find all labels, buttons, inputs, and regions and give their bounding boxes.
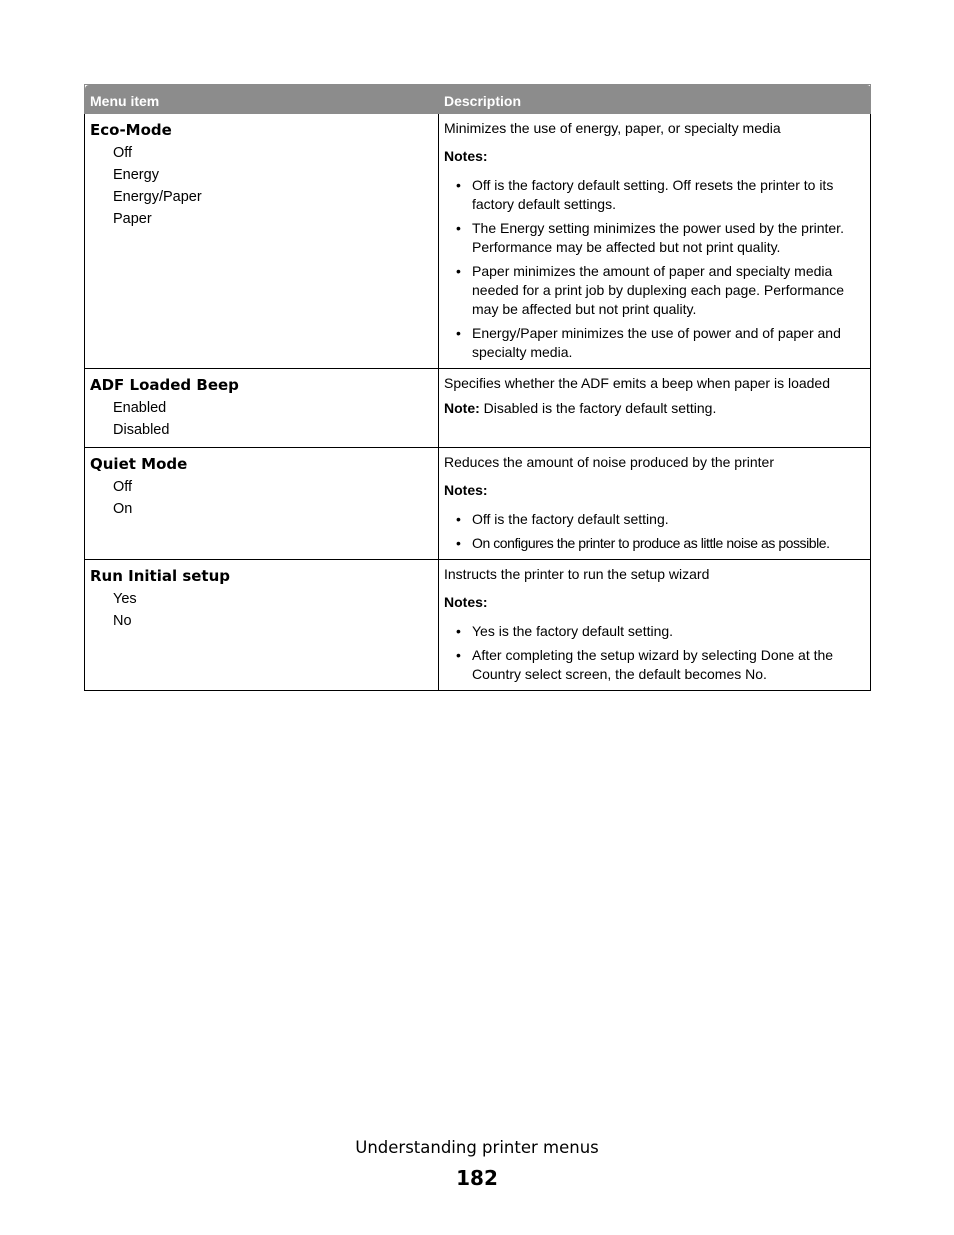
bullet-icon: • (456, 647, 461, 663)
notes-list (444, 176, 866, 362)
note-text: Disabled is the factory default setting. (483, 400, 717, 416)
note-text: Off is the factory default setting. (472, 511, 669, 527)
menu-item-title: Eco-Mode (90, 121, 172, 139)
menu-item-title: Quiet Mode (90, 455, 188, 473)
bullet-icon: • (456, 535, 461, 551)
description-cell (439, 560, 871, 691)
notes-label: Notes: (444, 148, 488, 164)
description-text: Reduces the amount of noise produced by the printer (444, 454, 774, 470)
menu-option: Disabled (113, 422, 170, 438)
bullet-icon: • (456, 177, 461, 193)
note-label: Note: (444, 400, 480, 416)
description-text: Specifies whether the ADF emits a beep when paper is loaded (444, 375, 831, 391)
note-item (444, 262, 866, 319)
menu-item-cell (85, 560, 439, 691)
menu-option: Off (113, 145, 133, 161)
footer-section-title: Understanding printer menus (355, 1138, 599, 1157)
menu-settings-table (84, 84, 871, 691)
header-menu-item: Menu item (85, 85, 439, 114)
bullet-icon: • (456, 263, 461, 279)
menu-option: No (113, 613, 132, 629)
menu-option: Off (113, 479, 133, 495)
notes-list (444, 622, 866, 684)
note-item (444, 324, 866, 362)
menu-option: Paper (113, 211, 152, 227)
header-description: Description (439, 85, 871, 114)
table-row (85, 369, 871, 448)
note-item (444, 510, 866, 529)
bullet-icon: • (456, 325, 461, 341)
note-item (444, 176, 866, 214)
notes-label: Notes: (444, 594, 488, 610)
note-line (444, 399, 866, 418)
table-header-row (85, 85, 871, 114)
note-text: After completing the setup wizard by selecting Done at the Country select screen, the default becomes No. (472, 647, 834, 682)
note-text: Yes is the factory default setting. (472, 623, 674, 639)
description-text: Instructs the printer to run the setup wizard (444, 566, 710, 582)
menu-item-cell (85, 448, 439, 560)
note-item (444, 534, 866, 553)
table-row (85, 448, 871, 560)
menu-option: Energy (113, 167, 159, 183)
description-cell (439, 114, 871, 369)
menu-item-cell (85, 114, 439, 369)
note-text: On configures the printer to produce as little noise as possible. (472, 535, 830, 551)
note-text: Paper minimizes the amount of paper and specialty media needed for a print job by duplexing each page. Performance may be affected but not print quality. (472, 263, 845, 317)
notes-list (444, 510, 866, 553)
menu-option: Energy/Paper (113, 189, 202, 205)
bullet-icon: • (456, 511, 461, 527)
description-text: Minimizes the use of energy, paper, or specialty media (444, 120, 781, 136)
menu-item-title: ADF Loaded Beep (90, 376, 239, 394)
page-number: 182 (456, 1166, 498, 1190)
note-text: Off is the factory default setting. Off resets the printer to its factory default settings. (472, 177, 834, 212)
description-cell (439, 448, 871, 560)
menu-option: On (113, 501, 133, 517)
bullet-icon: • (456, 220, 461, 236)
note-text: Energy/Paper minimizes the use of power and of paper and specialty media. (472, 325, 841, 360)
menu-option: Yes (113, 591, 137, 607)
note-text: The Energy setting minimizes the power used by the printer. Performance may be affected but not print quality. (472, 220, 844, 255)
menu-item-title: Run Initial setup (90, 567, 231, 585)
notes-label: Notes: (444, 482, 488, 498)
description-cell (439, 369, 871, 448)
note-item (444, 622, 866, 641)
bullet-icon: • (456, 623, 461, 639)
table-row (85, 560, 871, 691)
note-item (444, 646, 866, 684)
note-item (444, 219, 866, 257)
menu-option: Enabled (113, 400, 167, 416)
menu-item-cell (85, 369, 439, 448)
table-row (85, 114, 871, 369)
